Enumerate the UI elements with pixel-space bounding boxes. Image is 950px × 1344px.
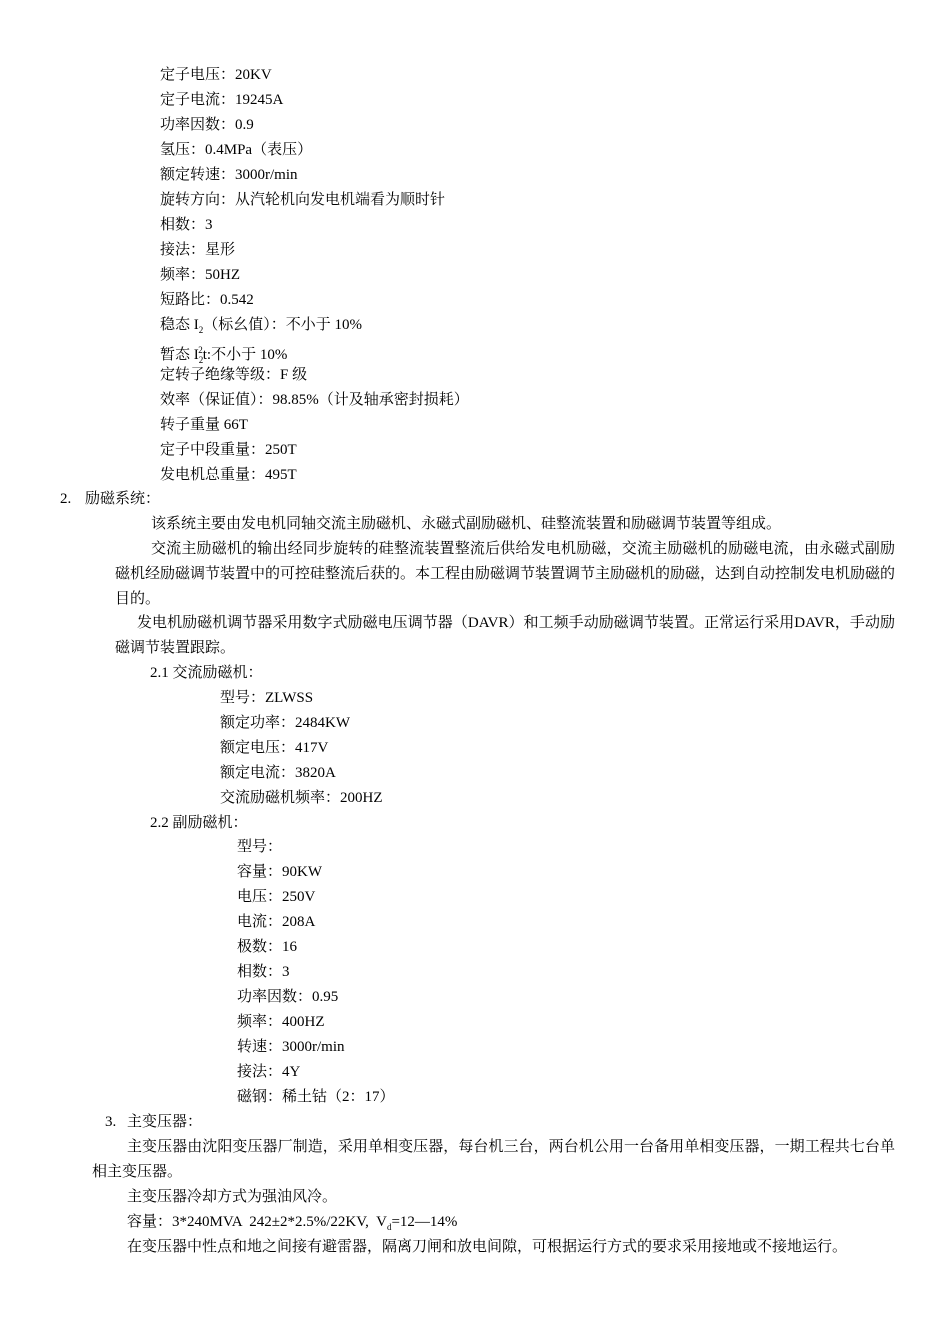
subsection-heading: 2.1 交流励磁机： <box>150 665 263 681</box>
spec-line: 发电机总重量：495T <box>160 467 297 483</box>
spec-line: 容量：90KW <box>237 864 322 880</box>
section-heading: 3. 主变压器： <box>105 1114 203 1130</box>
spec-line: 效率（保证值）：98.85%（计及轴承密封损耗） <box>160 392 469 408</box>
spec-line: 极数：16 <box>237 939 298 955</box>
spec-line: 交流励磁机频率：200HZ <box>220 790 383 806</box>
spec-line: 电流：208A <box>237 914 316 930</box>
spec-line: 型号： <box>237 839 283 855</box>
spec-line: 接法：星形 <box>160 242 236 258</box>
spec-line: 转速：3000r/min <box>237 1039 345 1055</box>
spec-line: 额定电流：3820A <box>220 765 336 781</box>
spec-line: 定子电流：19245A <box>160 92 284 108</box>
spec-line-steady-state: 稳态 $I_2$（标幺值）：不小于 10% <box>160 317 362 335</box>
subsection-heading: 2.2 副励磁机： <box>150 815 248 831</box>
spec-line: 定子中段重量：250T <box>160 442 297 458</box>
spec-line: 氢压：0.4MPa（表压） <box>160 142 313 158</box>
capacity-line: 容量：3*240MVA 242±2*2.5%/22KV, $V_d=12—14\%$ <box>127 1214 458 1232</box>
paragraph: 该系统主要由发电机同轴交流主励磁机、永磁式副励磁机、硅整流装置和励磁调节装置等组成。 <box>151 516 782 532</box>
paragraph: 主变压器冷却方式为强油风冷。 <box>127 1189 338 1205</box>
spec-line: 额定转速：3000r/min <box>160 167 298 183</box>
spec-line: 功率因数：0.9 <box>160 117 254 133</box>
spec-line: 定转子绝缘等级：F 级 <box>160 367 308 383</box>
spec-line: 额定电压：417V <box>220 740 329 756</box>
spec-line: 转子重量 66T <box>160 417 248 433</box>
spec-line: 相数：3 <box>160 217 213 233</box>
spec-line: 短路比：0.542 <box>160 292 254 308</box>
spec-line: 额定功率：2484KW <box>220 715 350 731</box>
spec-line: 定子电压：20KV <box>160 67 272 83</box>
paragraph: 发电机励磁机调节器采用数字式励磁电压调节器（DAVR）和工频手动励磁调节装置。正常运行采用DAVR，手动励磁调节装置跟踪。 <box>115 615 895 656</box>
paragraph: 主变压器由沈阳变压器厂制造，采用单相变压器，每台机三台，两台机公用一台备用单相变压器，一期工程共七台单相主变压器。 <box>92 1139 895 1180</box>
paragraph: 在变压器中性点和地之间接有避雷器，隔离刀闸和放电间隙，可根据运行方式的要求采用接地或不接地运行。 <box>127 1239 848 1255</box>
spec-line: 电压：250V <box>237 889 316 905</box>
spec-line-transient: 暂态 $I_2^2t$:不小于 10% <box>160 345 288 365</box>
spec-line: 频率：400HZ <box>237 1014 325 1030</box>
spec-line: 频率：50HZ <box>160 267 240 283</box>
section-heading: 2. 励磁系统： <box>60 491 161 507</box>
spec-line: 相数：3 <box>237 964 290 980</box>
spec-line: 旋转方向：从汽轮机向发电机端看为顺时针 <box>160 192 446 208</box>
spec-line: 型号：ZLWSS <box>220 690 314 706</box>
spec-line: 功率因数：0.95 <box>237 989 339 1005</box>
paragraph: 交流主励磁机的输出经同步旋转的硅整流装置整流后供给发电机励磁，交流主励磁机的励磁电流，由永磁式副励磁机经励磁调节装置中的可控硅整流后获的。本工程由励磁调节装置调节主励磁机的励磁，达到自动控制发电机励磁的目的。 <box>115 541 896 607</box>
spec-line: 磁钢：稀土钴（2：17） <box>237 1089 395 1105</box>
spec-line: 接法：4Y <box>237 1064 301 1080</box>
